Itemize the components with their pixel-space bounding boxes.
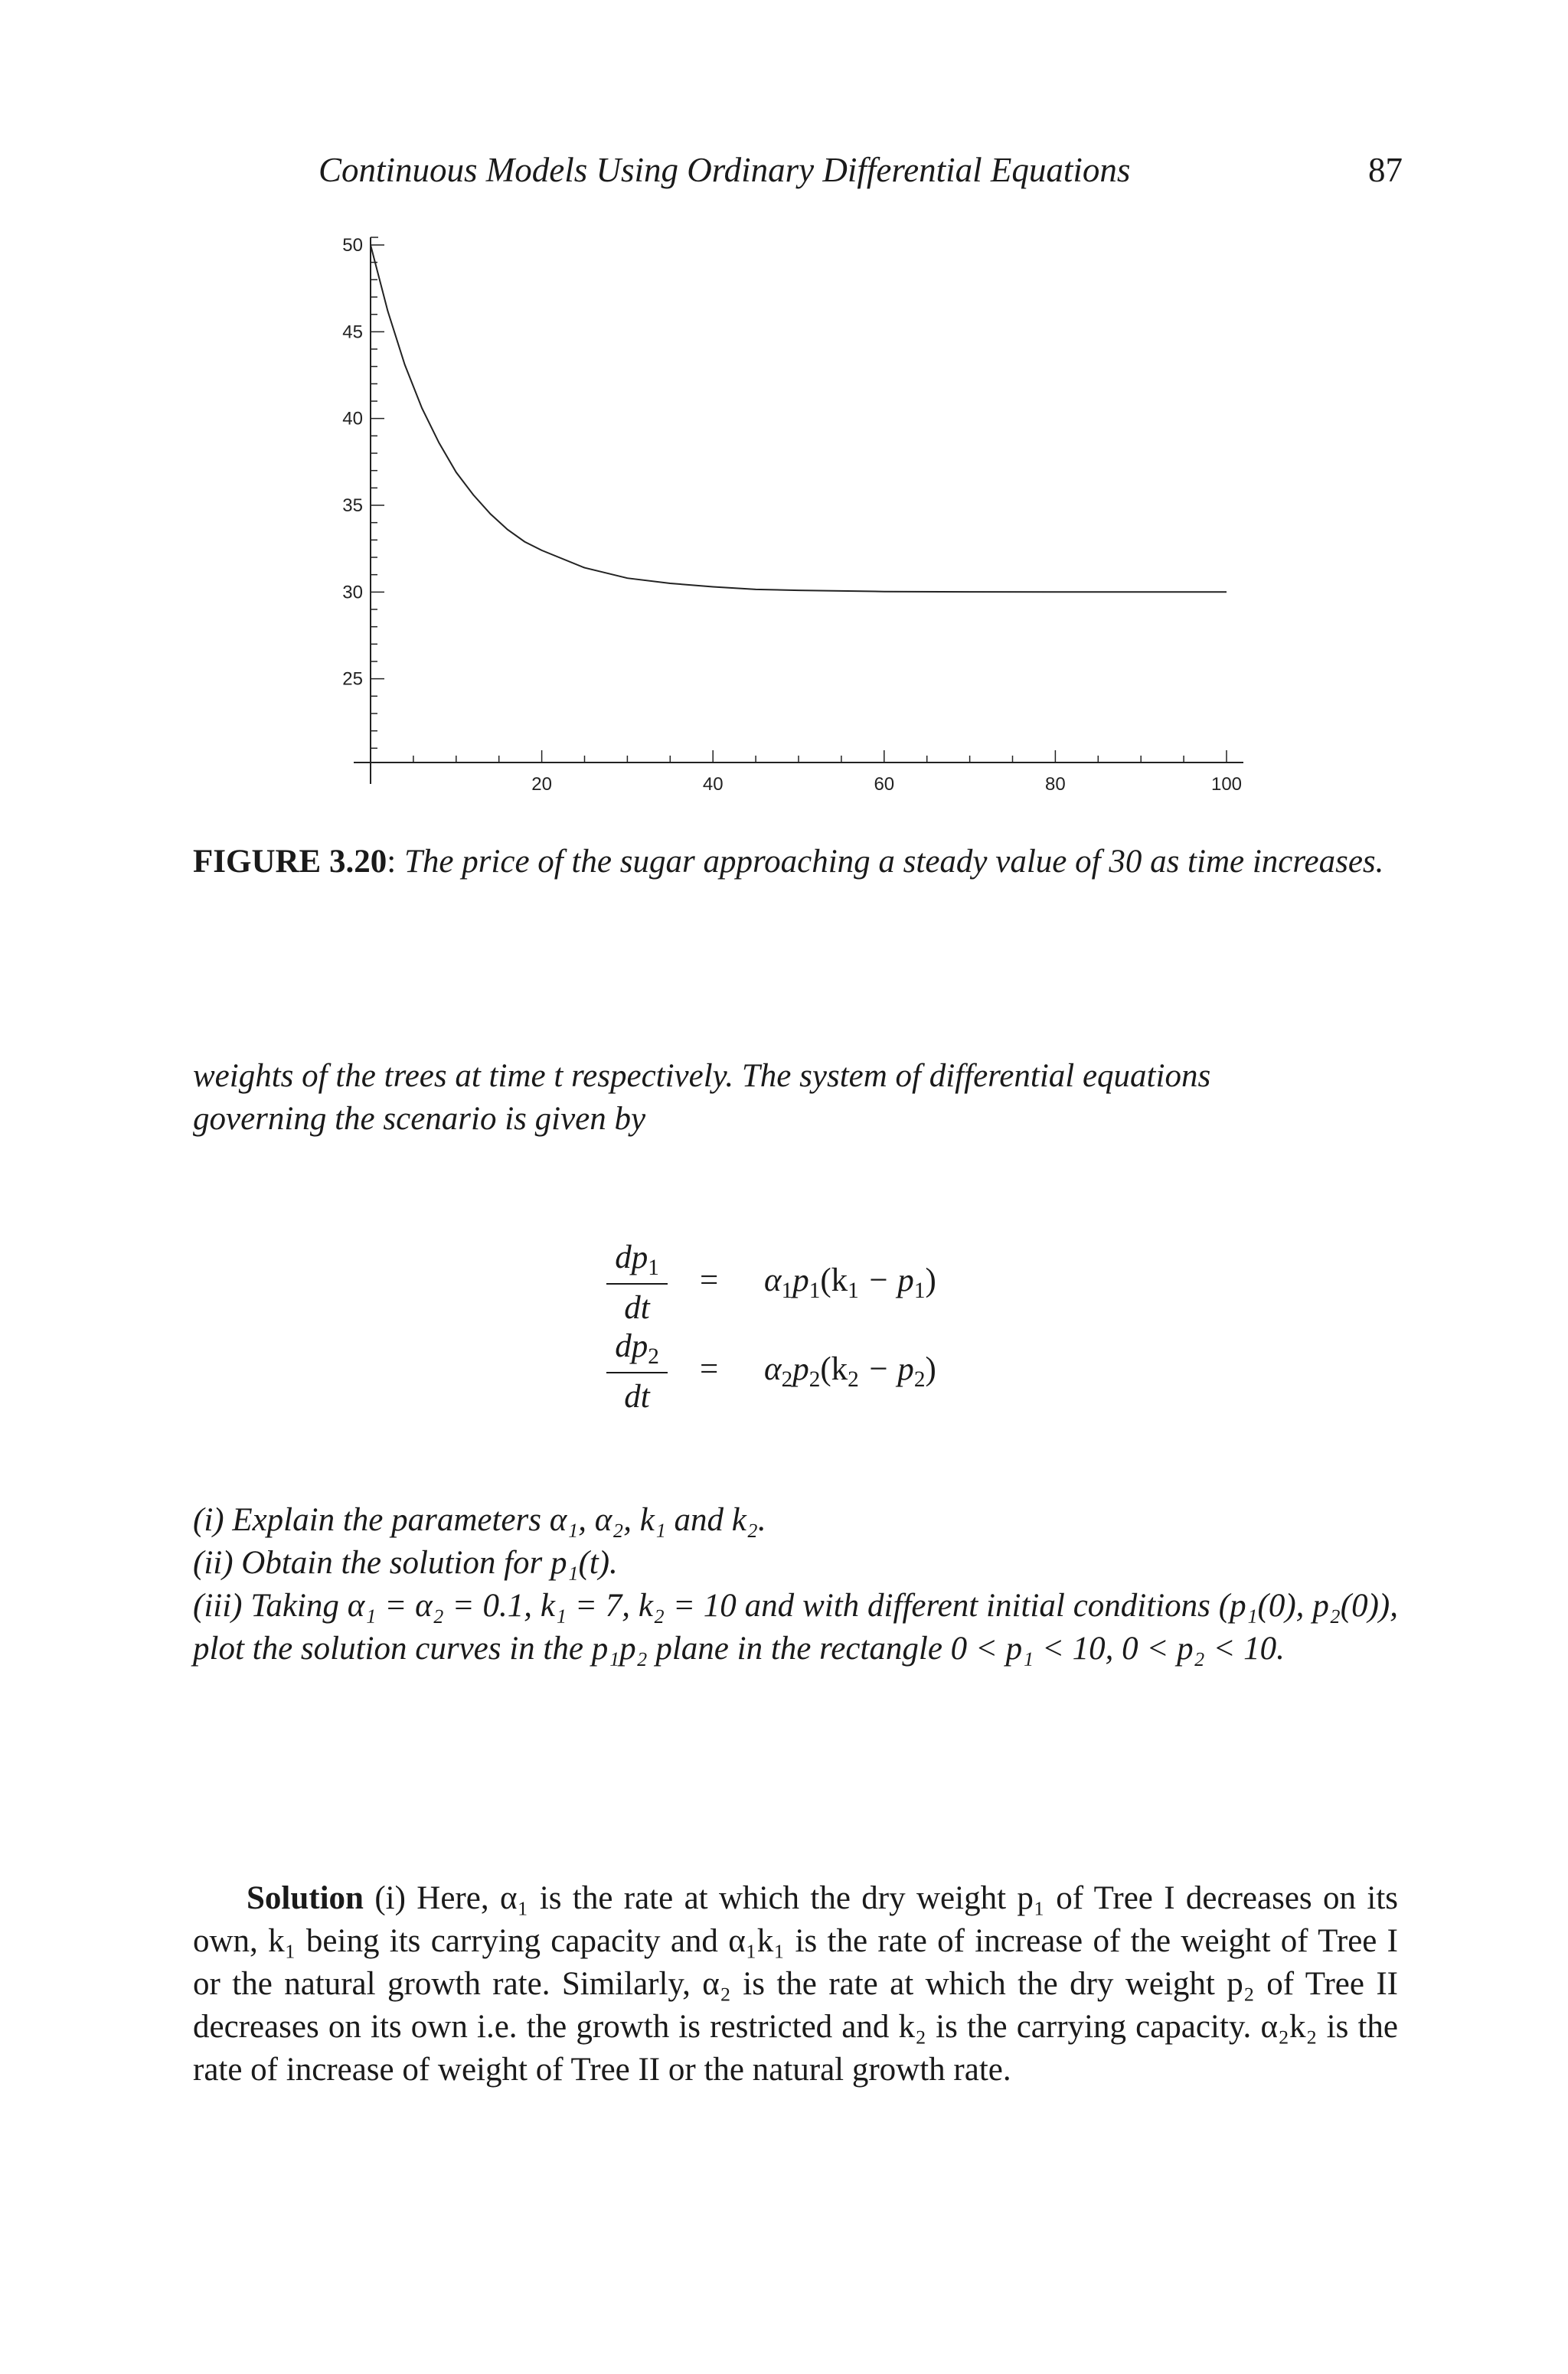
question-1: (i) Explain the parameters α₁, α₂, k₁ and k₂. (193, 1502, 766, 1538)
solution-label: Solution (247, 1880, 364, 1916)
page-number: 87 (1368, 151, 1403, 189)
equation-2-rhs: $\alpha_2p_2(k_2 - p_2)$ (764, 1351, 936, 1392)
intro-paragraph (193, 1055, 1398, 1141)
figure-caption: FIGURE 3.20: The price of the sugar approaching a steady value of 30 as time increases. (193, 844, 1384, 880)
y-tick-label: 45 (342, 322, 363, 343)
intro-line-2: governing the scenario is given by (193, 1101, 646, 1137)
solution-text: (i) Here, α₁ is the rate at which the dry weight p₁ of Tree I decreases on its own, k₁ being its carrying capacity and α₁k₁ is the rate of increase of the weight of Tree I or the natural growth rate. Similarly, α₂ is the rate at which the dry weight p₂ of Tree II decreases on its own i.e. the growth is restricted and k₂ is the carrying capacity. α₂k₂ is the rate of increase of weight of Tree II or the natural growth rate. (193, 1880, 1399, 2088)
intro-line-1: weights of the trees at time t respectively. The system of differential equations (193, 1058, 1211, 1094)
x-tick-label: 80 (1045, 774, 1066, 795)
equation-1-rhs: $\alpha_1p_1(k_1 - p_1)$ (764, 1262, 936, 1303)
x-tick-label: 100 (1210, 774, 1243, 795)
x-tick-label: 20 (531, 774, 552, 795)
caption-text: The price of the sugar approaching a steady value of 30 as time increases. (403, 844, 1384, 880)
equals-sign: = (700, 1262, 719, 1298)
x-tick-label: 60 (874, 774, 895, 795)
equals-sign: = (700, 1351, 719, 1387)
figure-3-20-chart (0, 0, 1302, 815)
y-tick-label: 25 (342, 668, 363, 690)
question-3: (iii) Taking α₁ = α₂ = 0.1, k₁ = 7, k₂ = 10 and with different initial conditions (p₁(0), p₂(0)), plot the solution curves in the p₁p₂ plane in the rectangle 0 < p₁ < 10, 0 < p₂ < 10. (193, 1588, 1398, 1667)
y-tick-label: 35 (342, 495, 363, 516)
price-curve (371, 245, 1227, 592)
equation-1: $dp_1$ dt = $\alpha_1p_1(k_1 - p_1)$ (597, 1239, 1026, 1327)
fraction-bar (606, 1283, 668, 1285)
fraction-bar (606, 1372, 668, 1373)
caption-label: FIGURE 3.20 (193, 844, 387, 880)
y-tick-label: 30 (342, 582, 363, 603)
exercise-questions (193, 1499, 1398, 1670)
y-tick-label: 40 (342, 408, 363, 429)
solution-paragraph (193, 1877, 1398, 2092)
y-tick-label: 50 (342, 235, 363, 256)
chart-svg (0, 0, 1302, 811)
running-title: Continuous Models Using Ordinary Differential Equations (318, 151, 1131, 189)
equation-2: $dp_2$ dt = $\alpha_2p_2(k_2 - p_2)$ (597, 1327, 1026, 1416)
x-tick-label: 40 (702, 774, 724, 795)
question-2: (ii) Obtain the solution for p₁(t). (193, 1545, 618, 1581)
